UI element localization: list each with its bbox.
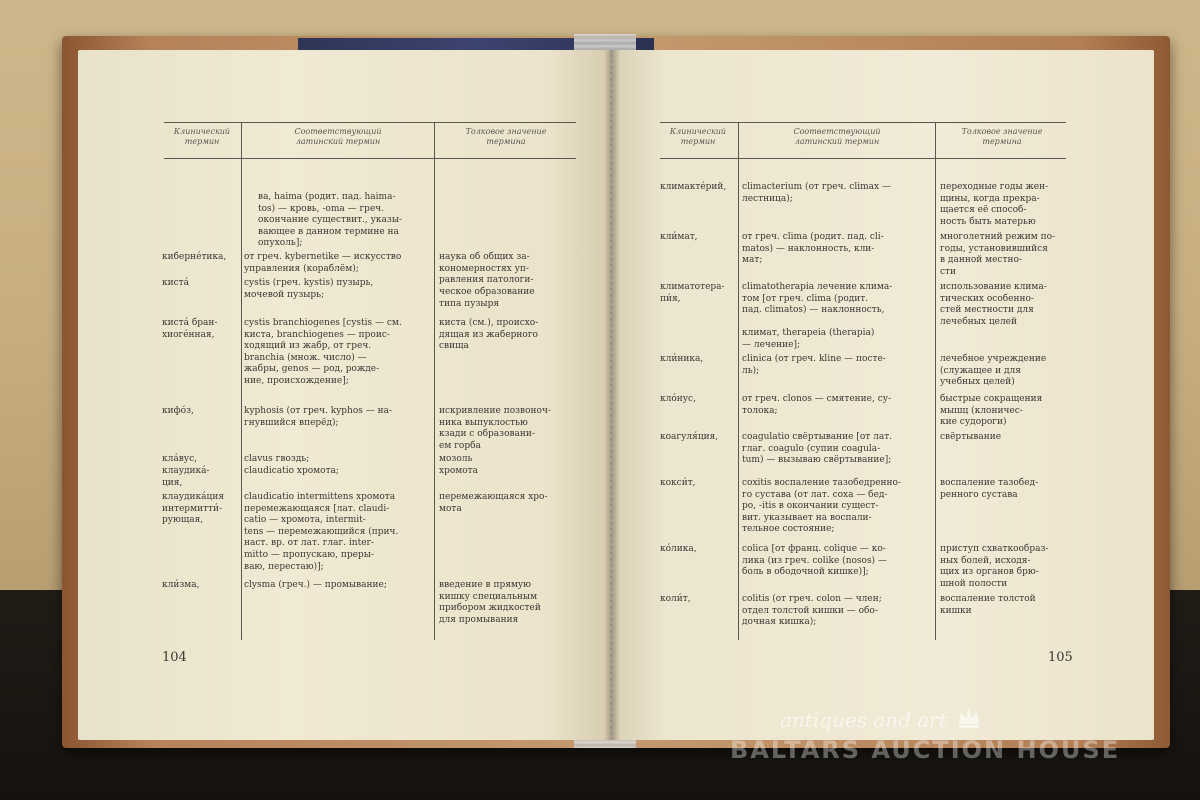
- right-row-3-term: кли́ника,: [660, 354, 704, 364]
- left-row-5-latin: clavus гвоздь;: [244, 454, 310, 464]
- left-row-4-term: кифо́з,: [162, 406, 194, 416]
- right-page-number: 105: [1048, 650, 1073, 665]
- right-page: [612, 50, 1154, 740]
- book-gutter-shadow: [604, 50, 620, 740]
- left-row-6-latin: claudicatio хромота;: [244, 466, 339, 476]
- left-header-bottom-rule: [164, 158, 576, 159]
- left-table: [78, 50, 610, 740]
- left-row-1-meaning: наука об общих за- кономерностях уп- равления патологи-: [439, 252, 534, 286]
- right-row-8-term: коли́т,: [660, 594, 691, 604]
- right-header-meaning: Толковое значение термина: [961, 127, 1043, 146]
- right-column-rule-2: [935, 122, 936, 640]
- left-row-6-term: клаудика́- ция,: [162, 466, 210, 488]
- watermark: [724, 706, 1194, 796]
- left-row-7-term: клаудика́ция интермитти́- рующая,: [162, 492, 224, 526]
- left-row-8-latin: clysma (греч.) — промывание;: [244, 580, 387, 590]
- right-row-5-latin: coagulatio свёртывание [от лат. глаг. coagulo (супин coagula- tum) — вызываю свёртывание];: [742, 432, 893, 466]
- left-header-top-rule: [164, 122, 576, 123]
- left-row-3-term: киста́ бран- хиоге́нная,: [162, 318, 218, 340]
- left-row-3-meaning: киста (см.), происхо- дящая из жаберного свища: [439, 318, 539, 352]
- left-row-7-meaning: перемежающаяся хро- мота: [439, 492, 548, 514]
- right-row-6-term: кокси́т,: [660, 478, 696, 488]
- left-row-2-meaning: ческое образование типа пузыря: [439, 287, 535, 309]
- right-row-1-term: кли́мат,: [660, 232, 698, 242]
- right-row-8-meaning: воспаление толстой кишки: [940, 594, 1036, 616]
- watermark-tagline: antiques and art: [780, 708, 947, 732]
- left-row-6-meaning: хромота: [439, 466, 479, 476]
- left-row-7-latin: claudicatio intermittens хромота перемежающаяся [лат. claudi- catio — хромота, intermit- tens — перемежающийся (прич. наст. вр. от лат. глаг. inter- mitto — пропускаю, преры- ваю, перестаю)];: [244, 492, 399, 572]
- right-row-3-meaning: лечебное учреждение (служащее и для учебных целей): [940, 354, 1047, 388]
- right-row-4-meaning: быстрые сокращения мышц (клоничес- кие судороги): [940, 394, 1043, 428]
- right-row-6-latin: coxitis воспаление тазобедренно- го сустава (от лат. coxa — бед- ро, -itis в окончании сущест- вит. указывает на воспали- тельное состояние;: [742, 478, 902, 535]
- right-header-latin: Соответствующий латинский термин: [793, 127, 881, 146]
- left-header-term: Клинический термин: [173, 127, 231, 146]
- right-row-0-latin: climacterium (от греч. climax — лестница);: [742, 182, 891, 204]
- watermark-brand: BALTARS AUCTION HOUSE: [730, 736, 1121, 764]
- right-row-7-latin: colica [от франц. colique — ко- лика (из греч. colike (nosos) — боль в ободочной кишке)];: [742, 544, 887, 578]
- left-row-1-term: киберне́тика,: [162, 252, 227, 262]
- right-row-7-meaning: приступ схваткообраз- ных болей, исходя- щих из органов брю- шной полости: [940, 544, 1049, 589]
- left-column-rule-2: [434, 122, 435, 640]
- right-column-rule-1: [738, 122, 739, 640]
- left-row-5-meaning: мозоль: [439, 454, 473, 464]
- crown-icon: [956, 704, 982, 730]
- right-row-8-latin: colitis (от греч. colon — член; отдел толстой кишки — обо- дочная кишка);: [742, 594, 882, 628]
- left-row-2-latin: cystis (греч. kystis) пузырь, мочевой пузырь;: [244, 278, 374, 300]
- right-row-2-meaning: использование клима- тических особенно- стей местности для лечебных целей: [940, 282, 1047, 327]
- right-header-term: Клинический термин: [669, 127, 727, 146]
- right-row-6-meaning: воспаление тазобед- ренного сустава: [940, 478, 1039, 500]
- left-header-latin: Соответствующий латинский термин: [294, 127, 382, 146]
- right-row-0-term: климакте́рий,: [660, 182, 727, 192]
- left-column-rule-1: [241, 122, 242, 640]
- left-page: [78, 50, 610, 740]
- right-row-4-latin: от греч. clonos — смятение, су- толока;: [742, 394, 892, 416]
- right-row-5-term: коагуля́ция,: [660, 432, 719, 442]
- left-row-2-term: киста́: [162, 278, 190, 288]
- right-row-4-term: кло́нус,: [660, 394, 696, 404]
- left-header-meaning: Толковое значение термина: [465, 127, 547, 146]
- right-row-1-meaning: многолетний режим по- годы, установившийся в данной местно- сти: [940, 232, 1056, 277]
- left-page-number: 104: [162, 650, 187, 665]
- left-row-3-latin: cystis branchiogenes [cystis — см. киста, branchiogenes — проис- ходящий из жабр, от греч. branchia (множ. число) — жабры, genos — род, рожде- ние, происхождение];: [244, 318, 402, 386]
- right-header-top-rule: [660, 122, 1066, 123]
- left-row-4-latin: kyphosis (от греч. kyphos — на- гнувшийся вперёд);: [244, 406, 392, 428]
- left-row-0-latin: ва, haima (родит. пад. haima- tos) — кровь, -oma — греч. окончание существит., указы- вающее в данном термине на опухоль];: [258, 192, 403, 249]
- left-row-1-latin: от греч. kybernetike — искусство управления (кораблём);: [244, 252, 402, 274]
- right-table: [612, 50, 1154, 740]
- right-row-7-term: ко́лика,: [660, 544, 697, 554]
- right-row-2-term: климатотера- пи́я,: [660, 282, 725, 304]
- right-row-5-meaning: свёртывание: [940, 432, 1002, 442]
- right-row-0-meaning: переходные годы жен- щины, когда прекра- щается её способ- ность быть матерью: [940, 182, 1049, 227]
- right-header-bottom-rule: [660, 158, 1066, 159]
- right-row-1-latin: от греч. clima (родит. пад. cli- matos) — наклонность, кли- мат;: [742, 232, 884, 266]
- right-row-3-latin: clinica (от греч. kline — посте- ль);: [742, 354, 886, 376]
- left-row-8-term: кли́зма,: [162, 580, 200, 590]
- left-row-5-term: кла́вус,: [162, 454, 197, 464]
- right-row-2-latin: climatotherapia лечение клима- том [от греч. clima (родит. пад. climatos) — наклонность, климат, therapeia (therapia) — лечение];: [742, 282, 893, 350]
- left-row-4-meaning: искривление позвоноч- ника выпуклостью кзади с образовани- ем горба: [439, 406, 551, 451]
- left-row-8-meaning: введение в прямую кишку специальным прибором жидкостей для промывания: [439, 580, 541, 625]
